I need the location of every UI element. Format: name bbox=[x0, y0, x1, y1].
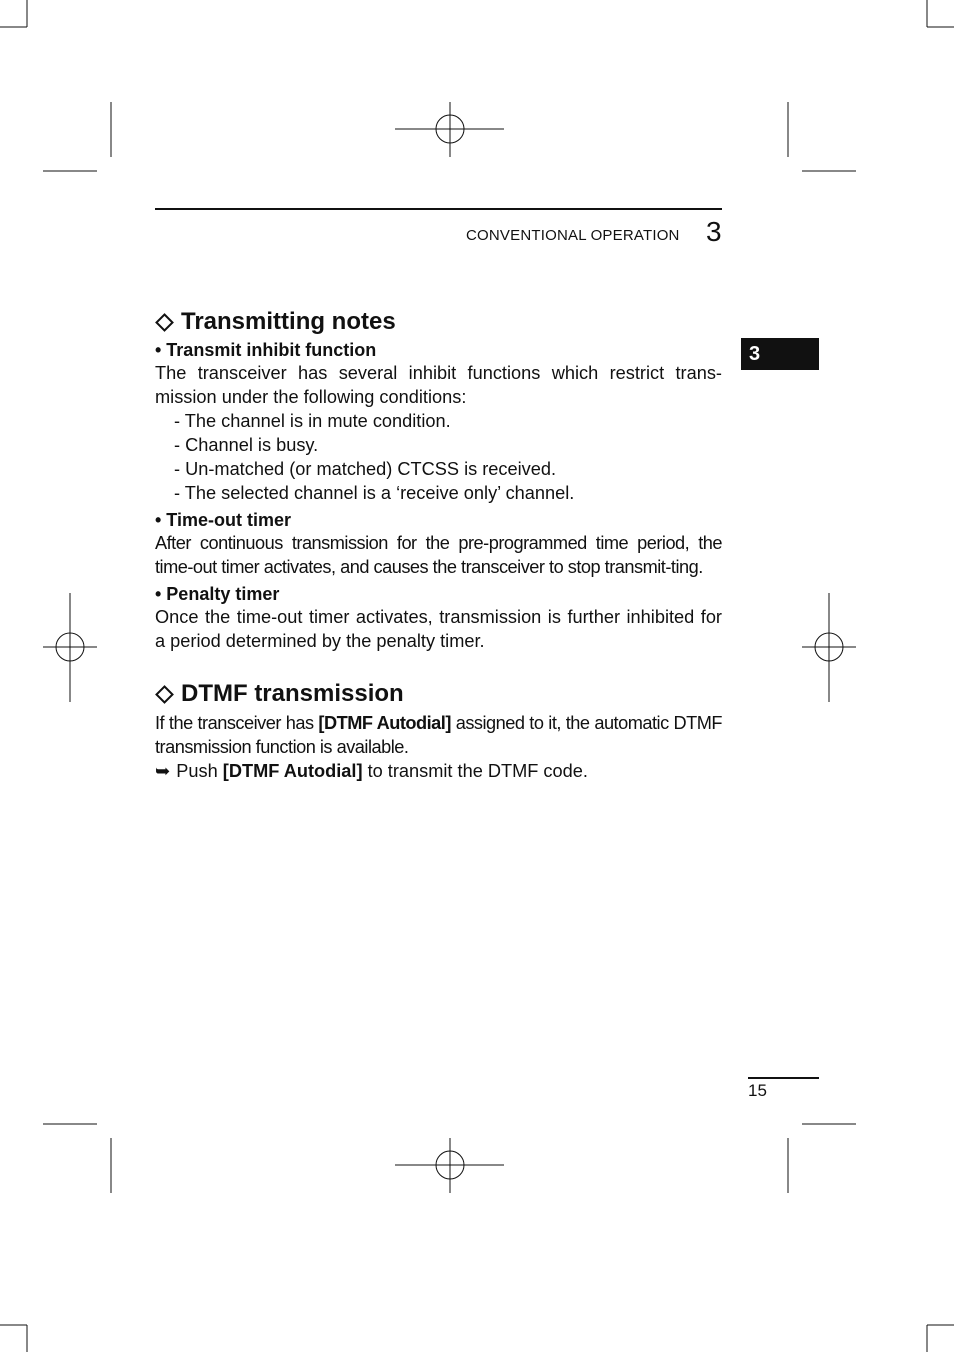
chapter-number: 3 bbox=[706, 216, 722, 247]
penalty-title: • Penalty timer bbox=[155, 584, 280, 604]
transmitting-notes-heading bbox=[155, 305, 722, 339]
dtmf-step bbox=[155, 759, 722, 783]
dtmf-intro-text: If the transceiver has bbox=[155, 713, 319, 733]
dtmf-autodial-key: [DTMF Autodial] bbox=[222, 761, 363, 781]
inhibit-title: • Transmit inhibit function bbox=[155, 340, 377, 360]
step-arrow-icon: ➥ bbox=[155, 761, 171, 781]
chapter-tab bbox=[741, 338, 819, 370]
condition-item: - Un-matched (or matched) CTCSS is received. bbox=[174, 459, 557, 479]
step-text: Push bbox=[176, 761, 223, 781]
condition-item: - Channel is busy. bbox=[174, 435, 319, 455]
header-rule bbox=[155, 208, 722, 210]
dtmf-intro-text: assigned to it, the automatic DTMF transmission function is available. bbox=[155, 713, 722, 757]
condition-item: - The channel is in mute condition. bbox=[174, 411, 451, 431]
diamond-icon bbox=[155, 313, 174, 332]
page-number-rule bbox=[748, 1077, 819, 1079]
timeout-title: • Time-out timer bbox=[155, 510, 291, 530]
heading-text: Transmitting notes bbox=[181, 308, 396, 335]
chapter-tab-label: 3 bbox=[749, 343, 761, 365]
dtmf-autodial-key: [DTMF Autodial] bbox=[318, 713, 451, 733]
main-content bbox=[155, 305, 722, 783]
condition-item: - The selected channel is a ‘receive only’ channel. bbox=[174, 483, 575, 503]
section-title: CONVENTIONAL OPERATION bbox=[466, 227, 680, 244]
penalty-body: Once the time-out timer activates, transmission is further inhibited for a period determined by the penalty timer. bbox=[155, 607, 722, 651]
inhibit-body: The transceiver has several inhibit functions which restrict trans-mission under the following conditions: bbox=[155, 363, 722, 407]
diamond-icon bbox=[155, 685, 174, 704]
timeout-body: After continuous transmission for the pre-programmed time period, the time-out timer activates, and causes the transceiver to stop transmit-ting. bbox=[155, 533, 722, 577]
page-number: 15 bbox=[748, 1081, 767, 1100]
dtmf-intro bbox=[155, 711, 722, 759]
step-text: to transmit the DTMF code. bbox=[362, 761, 588, 781]
dtmf-heading bbox=[155, 677, 722, 711]
heading-text: DTMF transmission bbox=[181, 680, 404, 707]
